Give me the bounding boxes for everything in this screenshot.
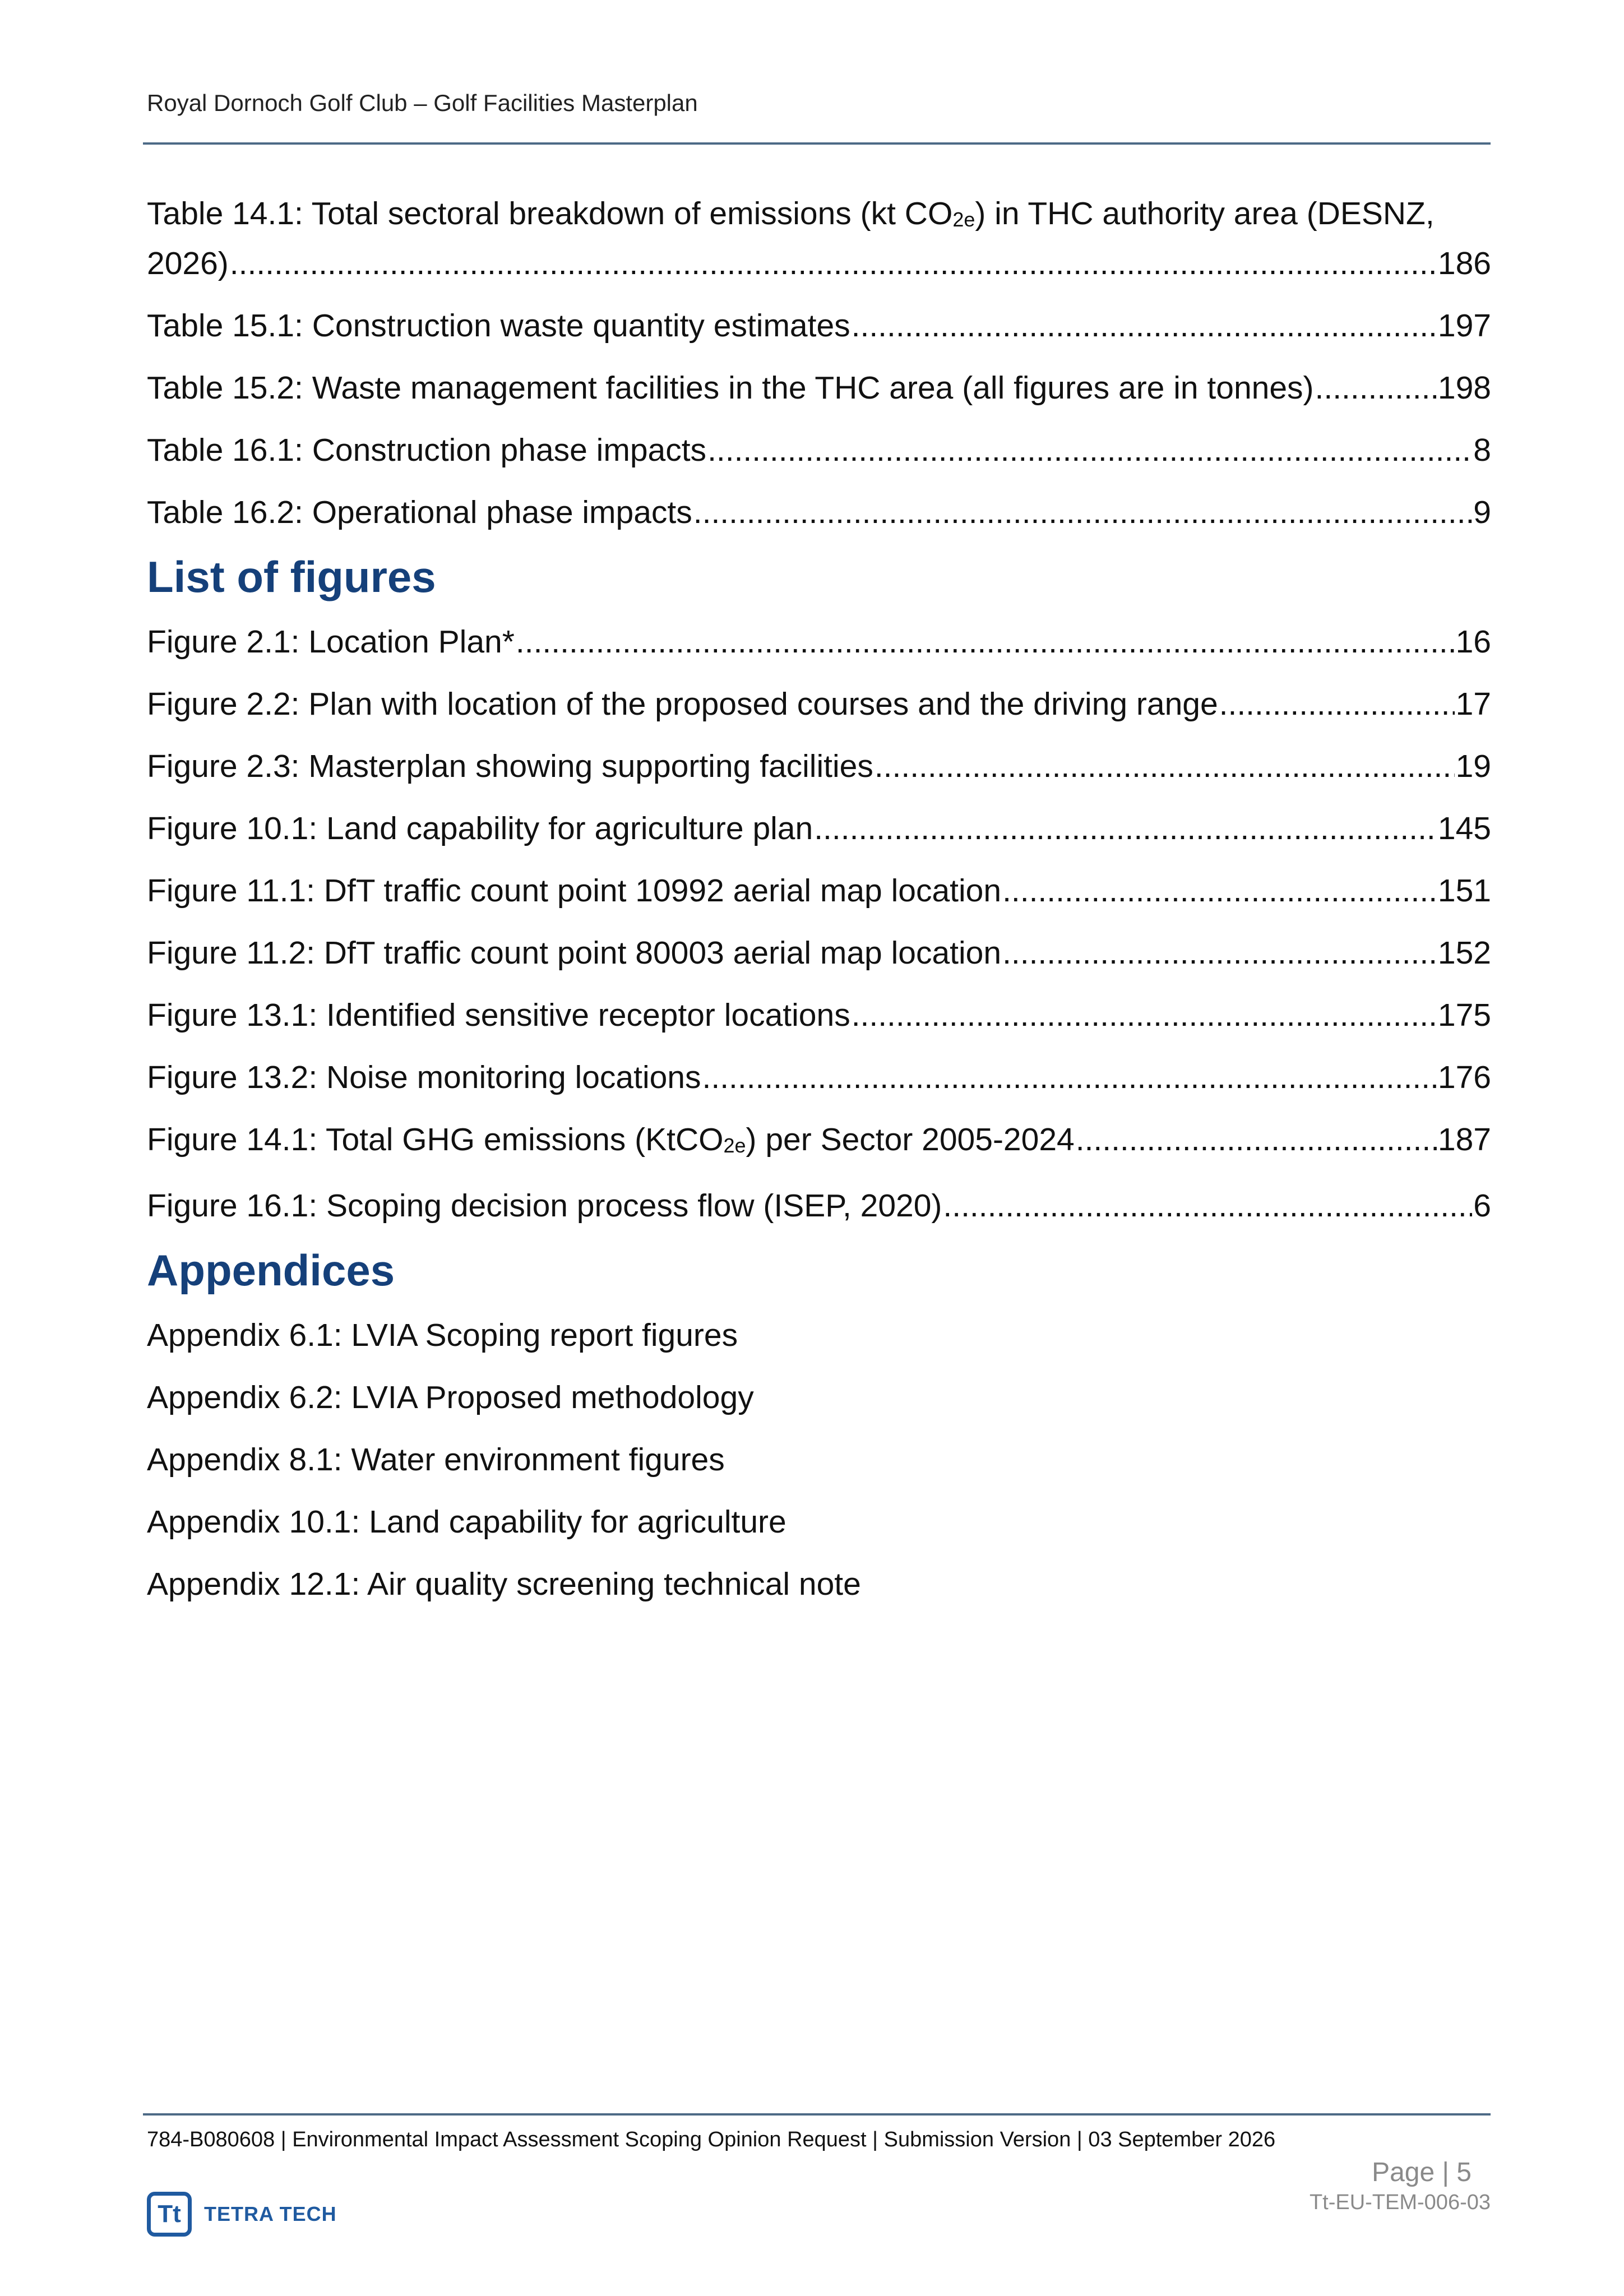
toc-entry-title: Figure 14.1: Total GHG emissions (KtCO$_{2e}$) per Sector 2005-2024 [147,1122,1075,1158]
toc-page-number: 16 [1455,624,1491,660]
toc-page-number: 152 [1437,935,1491,971]
appendix-item-10-1[interactable]: Appendix 10.1: Land capability for agriculture [147,1504,786,1540]
toc-page-number: 8 [1473,432,1491,468]
dot-leader [1002,930,1437,976]
toc-entry-title: Table 15.1: Construction waste quantity estimates [147,308,850,344]
toc-entry-figure-2-3[interactable] [147,743,1491,789]
toc-entry-table-14-1[interactable] [147,191,1491,286]
toc-page-number: 6 [1473,1188,1491,1224]
toc-page-number: 176 [1437,1059,1491,1095]
toc-entry-title: Table 15.2: Waste management facilities in the THC area (all figures are in tonnes) [147,370,1314,406]
running-header: Royal Dornoch Golf Club – Golf Facilities Masterplan [147,90,698,116]
toc-entry-title: Figure 11.2: DfT traffic count point 80003 aerial map location [147,935,1002,971]
toc-entry-title: Figure 13.1: Identified sensitive receptor locations [147,997,850,1033]
appendices-heading: Appendices [147,1246,395,1295]
toc-entry-title: Table 16.1: Construction phase impacts [147,432,707,468]
toc-entry-figure-13-2[interactable] [147,1054,1491,1100]
toc-entry-title: Figure 16.1: Scoping decision process flow (ISEP, 2020) [147,1188,942,1224]
toc-page-number: 187 [1437,1122,1491,1158]
toc-entry-figure-2-1[interactable] [147,619,1491,665]
toc-entry-title: Figure 11.1: DfT traffic count point 10992 aerial map location [147,873,1002,909]
toc-entry-title: Figure 13.2: Noise monitoring locations [147,1059,701,1095]
tetra-tech-logo [147,2192,337,2237]
toc-entry-table-16-1[interactable] [147,427,1491,473]
toc-entry-figure-10-1[interactable] [147,806,1491,851]
toc-page-number: 175 [1437,997,1491,1033]
toc-entry-title-line2: 2026) [147,246,229,281]
dot-leader [1315,365,1437,411]
table-of-contents [147,191,1491,1623]
dot-leader [1076,1117,1437,1163]
toc-page-number: 19 [1455,748,1491,784]
toc-entry-title: Figure 2.2: Plan with location of the proposed courses and the driving range [147,686,1218,722]
toc-page-number: 186 [1437,246,1491,281]
toc-page-number: 9 [1473,494,1491,530]
dot-leader [693,489,1473,535]
toc-page-number: 151 [1437,873,1491,909]
toc-entry-figure-16-1[interactable] [147,1183,1491,1229]
appendix-item-12-1[interactable]: Appendix 12.1: Air quality screening technical note [147,1566,861,1602]
toc-page-number: 198 [1437,370,1491,406]
toc-entry-table-15-1[interactable] [147,303,1491,349]
dot-leader [702,1054,1437,1100]
dot-leader [852,303,1437,349]
toc-entry-title-line1: Table 14.1: Total sectoral breakdown of emissions (kt $CO_{2e}$) in THC authority area (DESNZ, [147,196,1435,232]
dot-leader [516,619,1455,665]
toc-entry-table-15-2[interactable] [147,365,1491,411]
figures-heading: List of figures [147,552,436,601]
appendix-item-6-2[interactable]: Appendix 6.2: LVIA Proposed methodology [147,1380,754,1415]
page-number: Page | 5 [1372,2158,1472,2187]
toc-page-number: 197 [1437,308,1491,344]
toc-entry-title: Figure 2.1: Location Plan* [147,624,515,660]
toc-page-number: 145 [1437,811,1491,846]
dot-leader [1002,868,1437,914]
toc-page-number: 17 [1455,686,1491,722]
toc-entry-figure-2-2[interactable] [147,681,1491,727]
appendix-item-6-1[interactable]: Appendix 6.1: LVIA Scoping report figures [147,1317,738,1353]
toc-entry-title: Figure 10.1: Land capability for agriculture plan [147,811,813,846]
toc-entry-figure-11-2[interactable] [147,930,1491,976]
footer-reference: 784-B080608 | Environmental Impact Assessment Scoping Opinion Request | Submission Version | 03 September 2026 [147,2128,1276,2151]
toc-entry-title: Figure 2.3: Masterplan showing supporting facilities [147,748,873,784]
toc-entry-figure-14-1[interactable] [147,1117,1491,1166]
header-divider [143,142,1491,145]
toc-entry-figure-13-1[interactable] [147,992,1491,1038]
dot-leader [814,806,1437,851]
toc-entry-table-16-2[interactable] [147,489,1491,535]
toc-entry-figure-11-1[interactable] [147,868,1491,914]
template-id: Tt-EU-TEM-006-03 [1309,2191,1491,2214]
dot-leader [852,992,1437,1038]
dot-leader [875,743,1455,789]
dot-leader [707,427,1472,473]
tetra-tech-wordmark: TETRA TECH [204,2202,337,2225]
appendix-item-8-1[interactable]: Appendix 8.1: Water environment figures [147,1442,725,1478]
dot-leader [943,1183,1472,1229]
toc-entry-title: Table 16.2: Operational phase impacts [147,494,692,530]
dot-leader [1219,681,1455,727]
footer-divider [143,2113,1491,2116]
dot-leader [230,240,1437,286]
tetra-tech-logo-icon: Tt [147,2192,192,2237]
